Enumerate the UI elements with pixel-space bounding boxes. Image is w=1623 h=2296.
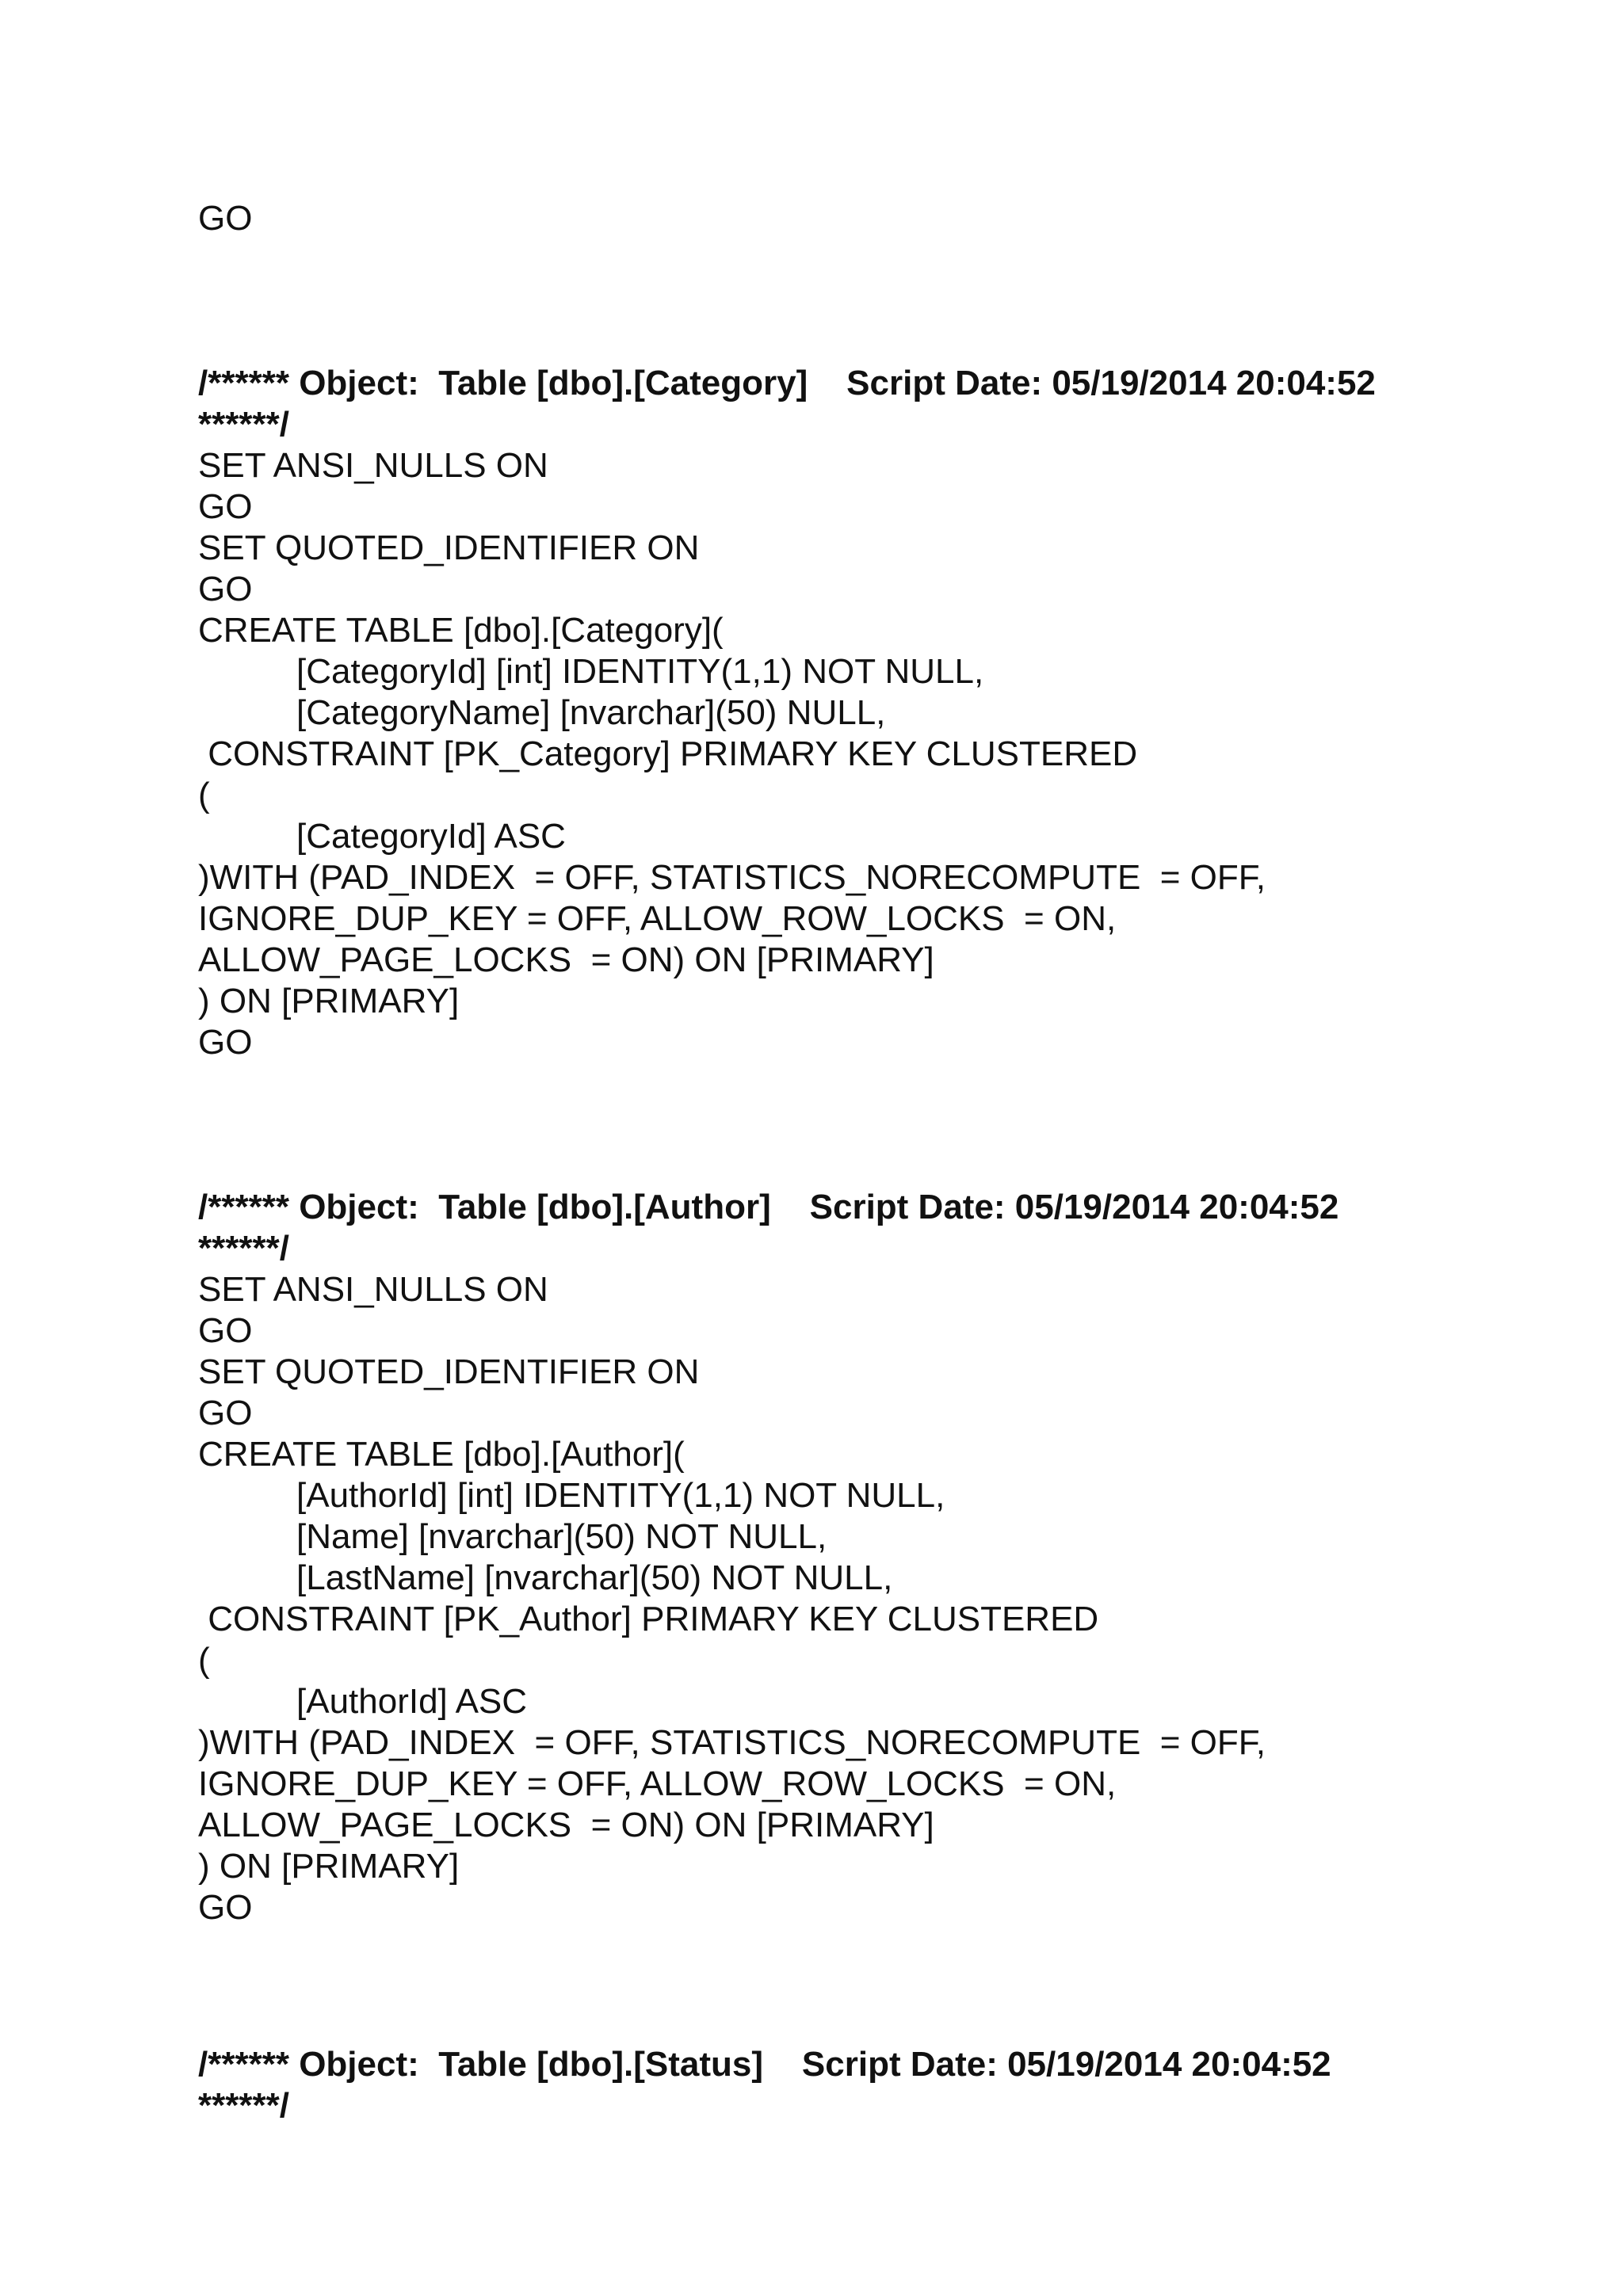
code-line: GO: [198, 1311, 253, 1350]
go-statement: GO: [198, 199, 253, 238]
section-spacer: [198, 1928, 1498, 2044]
code-line: ALLOW_PAGE_LOCKS = ON) ON [PRIMARY]: [198, 940, 934, 979]
section-spacer: [198, 1063, 1498, 1187]
section-author: [198, 1187, 1498, 1928]
sql-script: [198, 198, 1498, 2126]
code-line: [LastName] [nvarchar](50) NOT NULL,: [296, 1558, 893, 1597]
code-line: [CategoryId] [int] IDENTITY(1,1) NOT NULL,: [296, 652, 984, 691]
code-line: CREATE TABLE [dbo].[Author](: [198, 1435, 685, 1474]
section-spacer: [198, 239, 1498, 363]
code-line: GO: [198, 1394, 253, 1432]
object-header: /****** Object: Table [dbo].[Status] Script Date: 05/19/2014 20:04:52: [198, 2045, 1331, 2084]
code-line: GO: [198, 570, 253, 608]
code-line: GO: [198, 1888, 253, 1927]
object-header: /****** Object: Table [dbo].[Category] Script Date: 05/19/2014 20:04:52: [198, 364, 1376, 402]
code-line: (: [198, 1641, 210, 1680]
code-line: GO: [198, 487, 253, 526]
code-line: ) ON [PRIMARY]: [198, 982, 460, 1020]
code-line: [AuthorId] [int] IDENTITY(1,1) NOT NULL,: [296, 1476, 945, 1515]
code-line: SET ANSI_NULLS ON: [198, 446, 548, 485]
code-line: SET ANSI_NULLS ON: [198, 1270, 548, 1309]
object-header-end: ******/: [198, 2086, 289, 2125]
code-line: CONSTRAINT [PK_Author] PRIMARY KEY CLUSTERED: [198, 1600, 1099, 1638]
section-status: [198, 2044, 1498, 2126]
code-line: IGNORE_DUP_KEY = OFF, ALLOW_ROW_LOCKS = ON,: [198, 899, 1117, 938]
code-line: )WITH (PAD_INDEX = OFF, STATISTICS_NORECOMPUTE = OFF,: [198, 1723, 1266, 1762]
code-line: [CategoryId] ASC: [296, 817, 566, 856]
code-line: IGNORE_DUP_KEY = OFF, ALLOW_ROW_LOCKS = ON,: [198, 1764, 1117, 1803]
object-header: /****** Object: Table [dbo].[Author] Script Date: 05/19/2014 20:04:52: [198, 1188, 1339, 1226]
code-line: GO: [198, 1023, 253, 1062]
code-line: )WITH (PAD_INDEX = OFF, STATISTICS_NORECOMPUTE = OFF,: [198, 858, 1266, 897]
code-line: (: [198, 776, 210, 814]
code-line: SET QUOTED_IDENTIFIER ON: [198, 528, 700, 567]
code-line: CREATE TABLE [dbo].[Category](: [198, 611, 724, 650]
section-category: [198, 363, 1498, 1063]
code-line: ALLOW_PAGE_LOCKS = ON) ON [PRIMARY]: [198, 1806, 934, 1844]
code-line: SET QUOTED_IDENTIFIER ON: [198, 1352, 700, 1391]
code-line: ) ON [PRIMARY]: [198, 1847, 460, 1886]
object-header-end: ******/: [198, 1229, 289, 1268]
code-line: [CategoryName] [nvarchar](50) NULL,: [296, 693, 886, 732]
object-header-end: ******/: [198, 405, 289, 444]
code-line: [AuthorId] ASC: [296, 1682, 528, 1721]
code-line: CONSTRAINT [PK_Category] PRIMARY KEY CLUSTERED: [198, 734, 1138, 773]
code-line: [Name] [nvarchar](50) NOT NULL,: [296, 1517, 827, 1556]
